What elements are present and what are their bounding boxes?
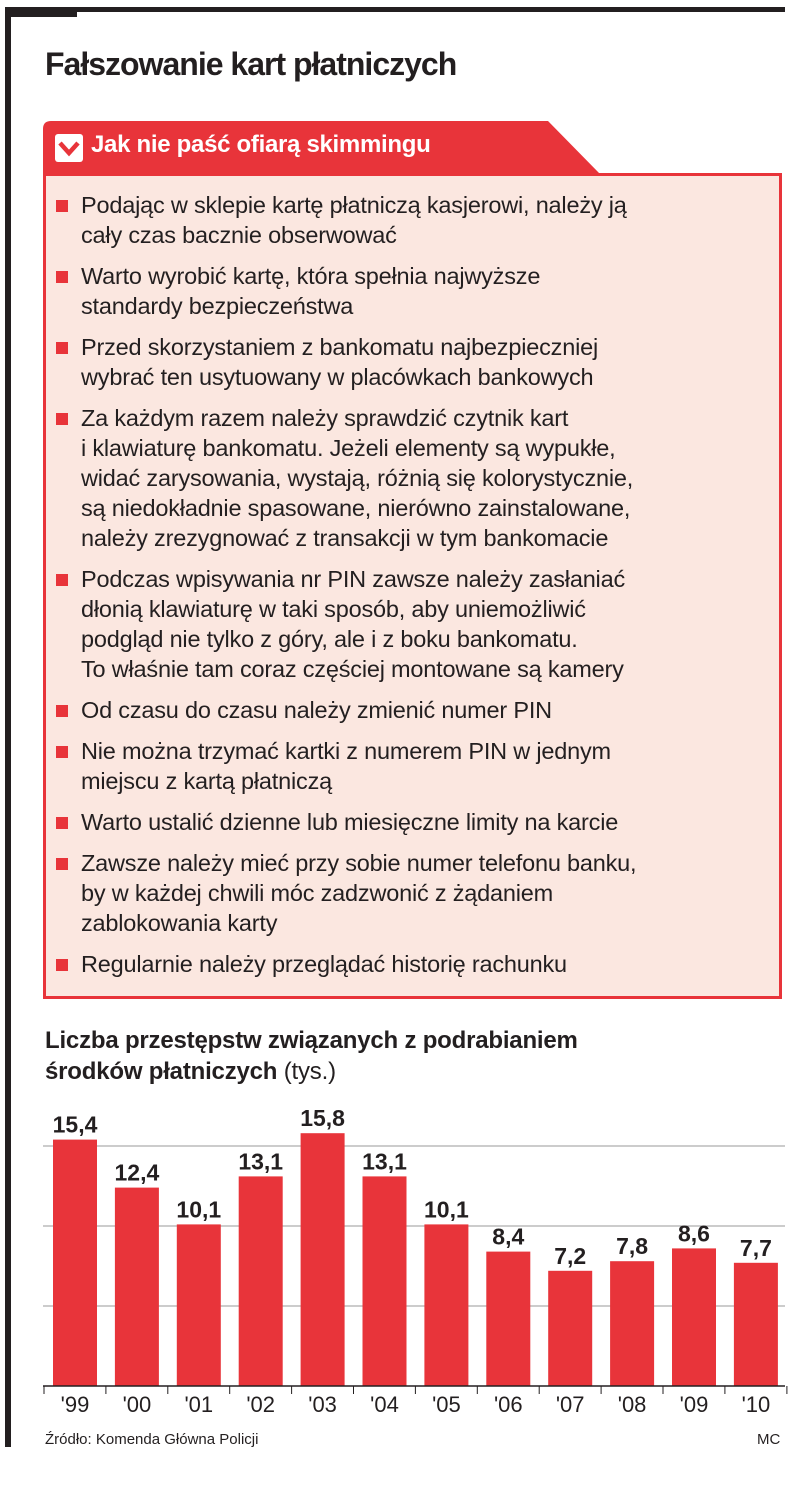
x-tick-label: '10 — [741, 1392, 771, 1417]
bar — [115, 1188, 159, 1386]
tip-line: Nie można trzymać kartki z numerem PIN w jednym — [81, 738, 611, 764]
tip-line: standardy bezpieczeństwa — [81, 293, 354, 319]
x-tick-label: '01 — [184, 1392, 214, 1417]
x-tick-label: '03 — [308, 1392, 337, 1417]
author-credit: MC — [757, 1431, 781, 1448]
bar — [486, 1252, 530, 1386]
tip-line: Warto wyrobić kartę, która spełnia najwyższe — [81, 263, 541, 289]
x-tick-label: '08 — [617, 1392, 647, 1417]
x-tick-label: '05 — [432, 1392, 461, 1417]
bar — [301, 1133, 345, 1386]
source-note: Źródło: Komenda Główna Policji — [45, 1431, 259, 1448]
data-label: 8,6 — [678, 1220, 710, 1247]
tip-line: Przed skorzystaniem z bankomatu najbezpieczniej — [81, 334, 598, 360]
x-tick-label: '09 — [679, 1392, 709, 1417]
chart-title-line1: Liczba przestępstw związanych z podrabianiem — [45, 1027, 578, 1054]
bar — [424, 1224, 468, 1386]
tip-line: podgląd nie tylko z góry, ale i z boku bankomatu. — [81, 626, 578, 652]
x-tick-label: '00 — [122, 1392, 152, 1417]
tip-line: Zawsze należy mieć przy sobie numer telefonu banku, — [81, 850, 637, 876]
tip-line: wybrać ten usytuowany w placówkach bankowych — [81, 364, 594, 390]
tip-line: Podając w sklepie kartę płatniczą kasjerowi, należy ją — [81, 192, 627, 218]
data-label: 7,2 — [554, 1242, 587, 1269]
tip-line: Regularnie należy przeglądać historię rachunku — [81, 951, 567, 977]
tip-line: Podczas wpisywania nr PIN zawsze należy zasłaniać — [81, 566, 625, 592]
bar — [239, 1176, 283, 1386]
tip-line: Za każdym razem należy sprawdzić czytnik kart — [81, 405, 569, 431]
data-label: 13,1 — [362, 1148, 407, 1175]
data-label: 10,1 — [424, 1196, 469, 1223]
data-label: 12,4 — [114, 1159, 160, 1186]
tip-line: zablokowania karty — [81, 910, 278, 936]
chart-title-text: środków płatniczych — [45, 1058, 278, 1085]
tip-line: i klawiaturę bankomatu. Jeżeli elementy są wypukłe, — [81, 435, 616, 461]
bar — [363, 1176, 407, 1386]
data-label: 15,8 — [300, 1105, 345, 1132]
tip-line: by w każdej chwili móc zadzwonić z żądaniem — [81, 880, 554, 906]
tip-line: miejscu z kartą płatniczą — [81, 768, 332, 794]
x-tick-label: '02 — [246, 1392, 276, 1417]
tip-line: To właśnie tam coraz częściej montowane są kamery — [81, 656, 624, 682]
bar — [548, 1271, 592, 1386]
bar — [53, 1140, 97, 1386]
data-label: 15,4 — [52, 1111, 98, 1138]
bar — [734, 1263, 778, 1386]
tip-line: dłonią klawiaturę w taki sposób, aby uniemożliwić — [81, 596, 586, 622]
tip-line: Od czasu do czasu należy zmienić numer PIN — [81, 697, 552, 723]
tip-line: cały czas bacznie obserwować — [81, 222, 397, 248]
tip-line: należy zrezygnować z transakcji w tym bankomacie — [81, 525, 609, 551]
data-label: 13,1 — [238, 1148, 284, 1175]
x-tick-label: '07 — [555, 1392, 585, 1417]
x-tick-label: '04 — [370, 1392, 399, 1417]
tips-heading: Jak nie paść ofiarą skimmingu — [91, 131, 431, 158]
bar — [610, 1261, 654, 1386]
data-label: 7,8 — [616, 1233, 649, 1260]
page-title: Fałszowanie kart płatniczych — [45, 46, 457, 82]
bar — [177, 1224, 221, 1386]
bar — [672, 1248, 716, 1386]
tip-line: są niedokładnie spasowane, nierówno zainstalowane, — [81, 495, 631, 521]
data-label: 7,7 — [739, 1234, 772, 1261]
tip-line: Warto ustalić dzienne lub miesięczne limity na karcie — [81, 809, 619, 835]
chart-unit: (tys.) — [283, 1058, 336, 1085]
x-tick-label: '99 — [60, 1392, 90, 1417]
tip-line: widać zarysowania, wystają, różnią się kolorystycznie, — [81, 465, 634, 491]
data-label: 8,4 — [492, 1223, 525, 1250]
x-tick-label: '06 — [493, 1392, 523, 1417]
data-label: 10,1 — [176, 1196, 222, 1223]
